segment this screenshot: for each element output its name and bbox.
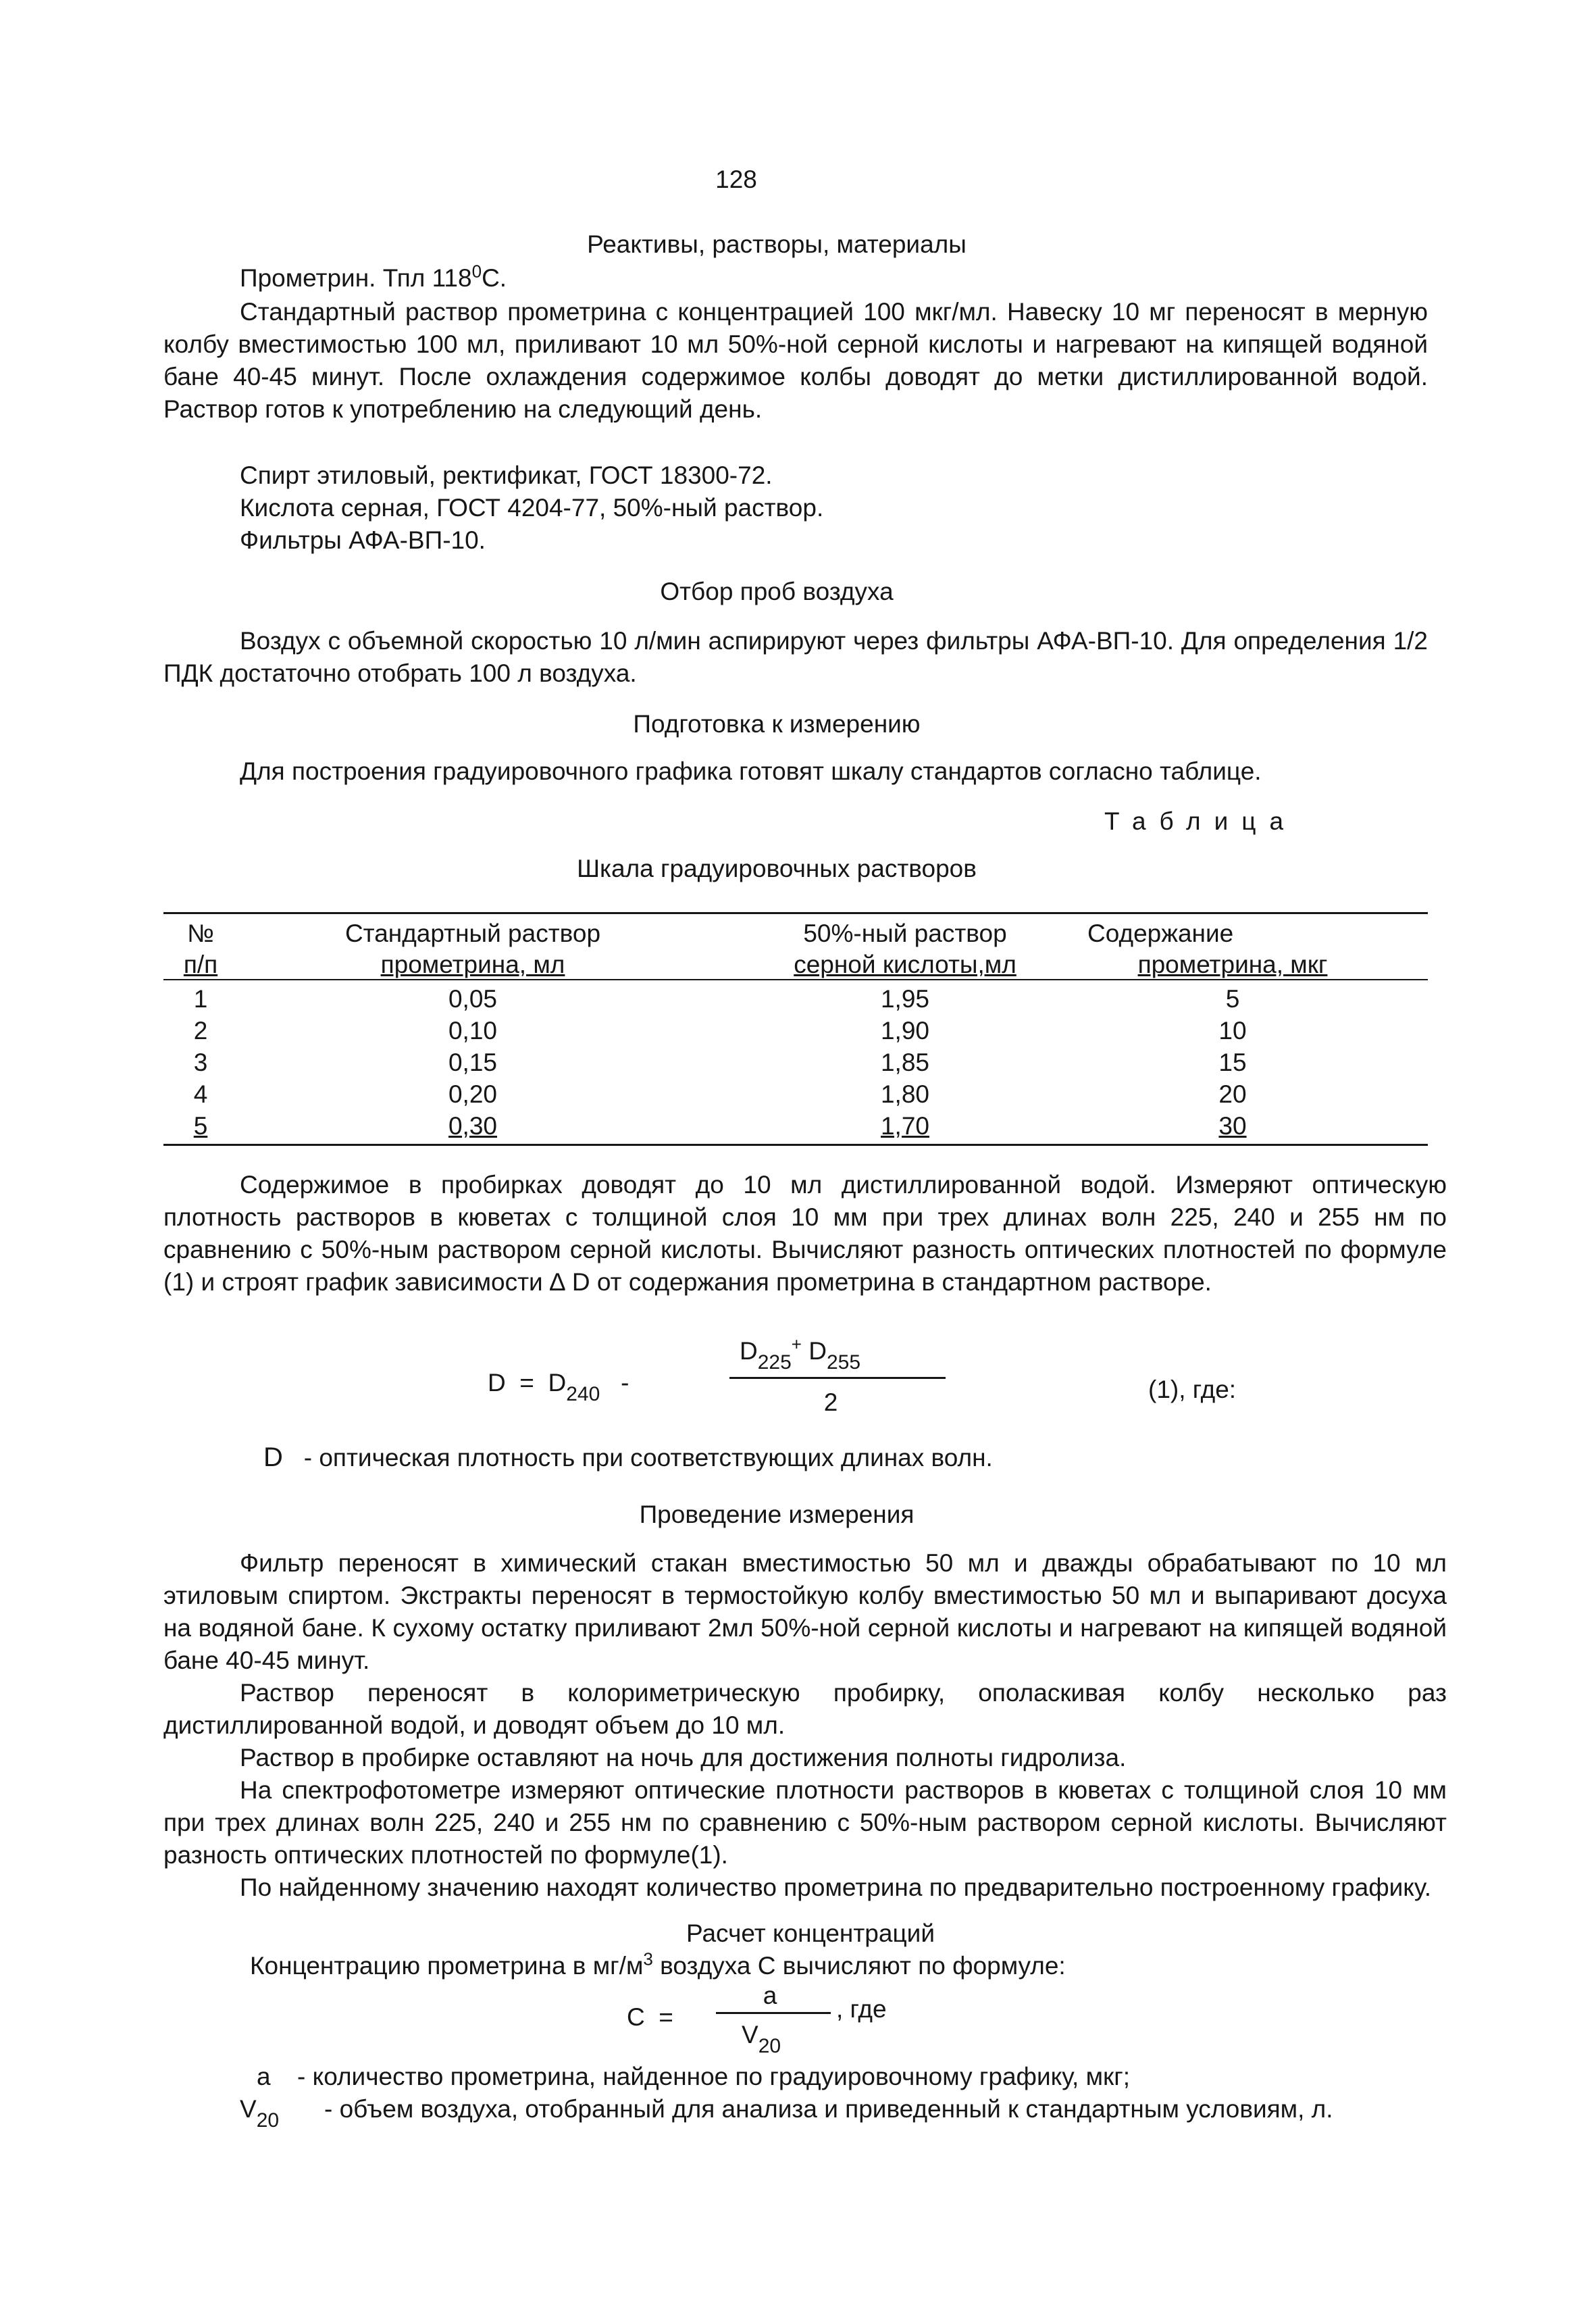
section-title-calculation: Расчет концентраций: [686, 1919, 935, 1947]
prometrin-line: [240, 262, 507, 295]
cubic-superscript: 3: [643, 1948, 653, 1969]
table-cell-acid-volume: 1,70: [880, 1112, 929, 1140]
header-acid: 50%-ный раствор: [803, 920, 1007, 947]
header-number-sub: п/п: [183, 951, 218, 978]
prometrin-unit: С.: [482, 264, 507, 292]
sampling-paragraph: Воздух с объемной скоростью 10 л/мин аспирируют через фильтры АФА-ВП-10. Для определения 1/2 ПДК достаточно отобрать 100 л воздуха.: [163, 627, 1428, 687]
table-title: Шкала градуировочных растворов: [577, 855, 977, 882]
header-acid-sub: серной кислоты,мл: [794, 951, 1016, 978]
table-cell-prometrin-content: 30: [1218, 1112, 1247, 1140]
table-cell-prometrin-content: 10: [1218, 1017, 1247, 1045]
table-cell-row-number: 4: [193, 1080, 208, 1108]
measurement-paragraph-3: Раствор в пробирке оставляют на ночь для достижения полноты гидролиза.: [240, 1744, 1127, 1771]
legend-symbol-a: а: [257, 2063, 271, 2090]
header-content: Содержание: [1087, 920, 1234, 947]
preparation-paragraph: Для построения градуировочного графика готовят шкалу стандартов согласно таблице.: [240, 757, 1262, 785]
legend-symbol-d: D: [263, 1442, 283, 1472]
legend-text-v: - объем воздуха, отобранный для анализа и приведенный к стандартным условиям, л.: [324, 2095, 1333, 2123]
section-title-reagents: Реактивы, растворы, материалы: [587, 230, 967, 258]
measurement-paragraph-5: По найденному значению находят количество прометрина по предварительно построенному графику.: [240, 1873, 1431, 1901]
table-cell-standard-volume: 0,30: [448, 1112, 497, 1140]
measurement-paragraph-2: Раствор переносят в колориметрическую пробирку, ополаскивая колбу несколько раз дистиллированной водой, и доводят объем до 10 мл.: [163, 1679, 1447, 1739]
section-title-sampling: Отбор проб воздуха: [660, 578, 894, 605]
reagent-filters: Фильтры АФА-ВП-10.: [240, 526, 486, 554]
calculation-intro: Концентрацию прометрина в $мг/м^3$ воздуха С вычисляют по формуле:: [250, 1948, 1066, 1980]
section-title-measurement: Проведение измерения: [639, 1501, 915, 1528]
section-title-preparation: Подготовка к измерению: [633, 710, 921, 738]
formula-1-numerator: $D_{225}^+$ $D_{255}$: [740, 1334, 861, 1374]
table-cell-row-number: 3: [193, 1049, 208, 1076]
table-cell-standard-volume: 0,15: [448, 1049, 497, 1076]
formula-1-legend: [263, 1441, 993, 1474]
table-label: Таблица: [1104, 807, 1297, 835]
formula-2-lhs: С =: [627, 2003, 673, 2031]
legend-item-a: [257, 2061, 1130, 2093]
table-cell-standard-volume: 0,05: [448, 985, 497, 1013]
table-cell-prometrin-content: 15: [1218, 1049, 1247, 1076]
measurement-paragraph-4: На спектрофотометре измеряют оптические плотности растворов в кюветах с толщиной слоя 10 мм при трех длинах волн 225, 240 и 255 нм по сравнению с 50%-ным раствором серной кислоты. Вычисляют разность оптических плотностей по формуле(1).: [163, 1776, 1447, 1869]
legend-text-d: - оптическая плотность при соответствующих длинах волн.: [303, 1444, 993, 1472]
after-table-paragraph: Содержимое в пробирках доводят до 10 мл дистиллированной водой. Измеряют оптическую плотность растворов в кюветах с толщиной слоя 10 мм при трех длинах волн 225, 240 и 255 нм по сравнению с 50%-ным раствором серной кислоты. Вычисляют разность оптических плотностей по формуле (1) и строят график зависимости ∆ D от содержания прометрина в стандартном растворе.: [163, 1171, 1447, 1296]
table-bottom-rule: [163, 1144, 1428, 1146]
formula-1-lhs: $D = D_{240}$ -: [488, 1369, 629, 1405]
formula-1-tag: (1), где:: [1148, 1376, 1237, 1403]
formula-2-tag: , где: [836, 1995, 887, 2023]
measurement-paragraph-1: Фильтр переносят в химический стакан вместимостью 50 мл и дважды обрабатывают по 10 мл этиловым спиртом. Экстракты переносят в термостойкую колбу вместимостью 50 мл и выпаривают досуха на водяной бане. К сухому остатку приливают 2мл 50%-ной серной кислоты и нагревают на кипящей водяной бане 40-45 минут.: [163, 1549, 1447, 1674]
table-top-rule: [163, 912, 1428, 914]
degree-superscript: 0: [471, 261, 482, 282]
formula-1-fraction-bar: [729, 1377, 946, 1379]
formula-2-fraction-bar: [716, 2012, 831, 2014]
table-cell-acid-volume: 1,90: [880, 1017, 929, 1045]
reagent-acid: Кислота серная, ГОСТ 4204-77, 50%-ный раствор.: [240, 494, 824, 522]
legend-text-a: - количество прометрина, найденное по градуировочному графику, мкг;: [297, 2063, 1131, 2090]
table-cell-standard-volume: 0,20: [448, 1080, 497, 1108]
header-number: №: [187, 920, 214, 947]
page-number: 128: [715, 166, 757, 193]
formula-2-denominator: $V_{20}$: [742, 2021, 781, 2057]
table-cell-row-number: 1: [193, 985, 208, 1013]
table-cell-acid-volume: 1,85: [880, 1049, 929, 1076]
table-cell-acid-volume: 1,80: [880, 1080, 929, 1108]
table-cell-acid-volume: 1,95: [880, 985, 929, 1013]
legend-symbol-v: $V_{20}$: [240, 2095, 280, 2132]
standard-solution-paragraph: Стандартный раствор прометрина с концентрацией 100 мкг/мл. Навеску 10 мг переносят в мерную колбу вместимостью 100 мл, приливают 10 мл 50%-ной серной кислоты и нагревают на кипящей водяной бане 40-45 минут. После охлаждения содержимое колбы доводят до метки дистиллированной водой. Раствор готов к употреблению на следующий день.: [163, 298, 1428, 423]
table-cell-prometrin-content: 5: [1225, 985, 1240, 1013]
table-cell-standard-volume: 0,10: [448, 1017, 497, 1045]
formula-2-numerator: а: [763, 1982, 777, 2009]
formula-1-denominator: 2: [823, 1388, 838, 1416]
header-standard: Стандартный раствор: [344, 920, 601, 947]
table-cell-row-number: 2: [193, 1017, 208, 1045]
header-standard-sub: прометрина, мл: [380, 951, 565, 978]
table-header-rule: [163, 979, 1428, 980]
prometrin-text: Прометрин. Тпл 118: [240, 264, 472, 292]
header-content-sub: прометрина, мкг: [1137, 951, 1328, 978]
table-cell-row-number: 5: [193, 1112, 208, 1140]
legend-item-v: [240, 2093, 328, 2132]
reagent-alcohol: Спирт этиловый, ректификат, ГОСТ 18300-72.: [240, 461, 773, 489]
table-cell-prometrin-content: 20: [1218, 1080, 1247, 1108]
